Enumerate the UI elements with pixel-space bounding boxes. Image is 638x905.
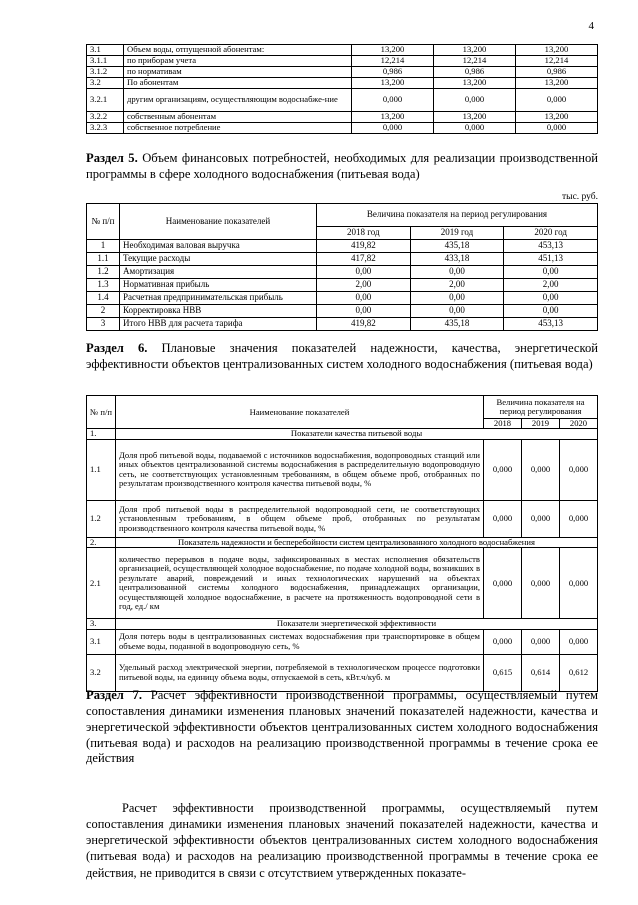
t3-year-2018: 2018 <box>484 419 522 429</box>
t3-s2-title: Показатель надежности и бесперебойности систем централизованного холодного водоснабжения <box>116 537 598 547</box>
t3-r21-name: количество перерывов в подаче воды, зафиксированных в местах исполнения обязательств организацией, осуществляющей холодное водоснабжение, по подаче холодной воды, возникших в результате аварий, повреждений и иных технологических нарушений на объектах централизованной системы холодного водоснабжения, принадлежащих организации, осуществляющей холодное водоснабжение, в расчете на протяженность водопроводной сети в год, ед./ км <box>116 548 484 619</box>
t3-s1-title: Показатели качества питьевой воды <box>116 429 598 439</box>
t2-v2020: 0,00 <box>504 305 598 318</box>
t1-num: 3.1.1 <box>87 56 124 67</box>
t1-name: собственным абонентам <box>124 112 352 123</box>
t3-r32-v2019: 0,614 <box>522 654 560 691</box>
t2-name: Необходимая валовая выручка <box>120 240 317 253</box>
t1-v2018: 12,214 <box>352 56 434 67</box>
table-row <box>87 305 598 318</box>
t2-v2018: 0,00 <box>317 266 411 279</box>
t3-r12-v2018: 0,000 <box>484 500 522 537</box>
t3-r11-v2018: 0,000 <box>484 439 522 500</box>
t1-v2020: 0,000 <box>516 89 598 112</box>
table-row <box>87 253 598 266</box>
t3-r32-v2020: 0,612 <box>560 654 598 691</box>
t1-v2020: 13,200 <box>516 112 598 123</box>
t3-s1-num: 1. <box>87 429 116 439</box>
t2-num: 2 <box>87 305 120 318</box>
t3-header-name: Наименование показателей <box>116 396 484 429</box>
table-row <box>87 56 598 67</box>
section6-heading <box>86 341 598 373</box>
t1-v2018: 13,200 <box>352 78 434 89</box>
t2-header-value: Величина показателя на период регулирования <box>317 204 598 227</box>
t3-r21-v2020: 0,000 <box>560 548 598 619</box>
t3-r31-v2018: 0,000 <box>484 629 522 654</box>
t2-year-2018: 2018 год <box>317 227 411 240</box>
t1-v2020: 13,200 <box>516 78 598 89</box>
t2-name: Нормативная прибыль <box>120 279 317 292</box>
section5-label: Раздел 5. <box>86 151 138 165</box>
section7-label: Раздел 7. <box>86 688 142 702</box>
t2-num: 1 <box>87 240 120 253</box>
t3-r12-v2020: 0,000 <box>560 500 598 537</box>
t3-r21-v2019: 0,000 <box>522 548 560 619</box>
t1-v2020: 0,000 <box>516 123 598 134</box>
t3-year-2019: 2019 <box>522 419 560 429</box>
t3-section-row <box>87 537 598 547</box>
t3-header-value: Величина показателя на период регулирования <box>484 396 598 419</box>
t3-r11-v2020: 0,000 <box>560 439 598 500</box>
t2-num: 1.4 <box>87 292 120 305</box>
t2-v2018: 419,82 <box>317 318 411 331</box>
table-row <box>87 439 598 500</box>
t3-r12-num: 1.2 <box>87 500 116 537</box>
t2-name: Расчетная предпринимательская прибыль <box>120 292 317 305</box>
t3-year-2020: 2020 <box>560 419 598 429</box>
t3-r31-v2020: 0,000 <box>560 629 598 654</box>
t2-v2019: 435,18 <box>410 240 504 253</box>
table-row <box>87 266 598 279</box>
t2-v2019: 433,18 <box>410 253 504 266</box>
t1-v2019: 0,000 <box>434 89 516 112</box>
t1-name: по нормативам <box>124 67 352 78</box>
t3-r31-v2019: 0,000 <box>522 629 560 654</box>
t1-v2018: 0,000 <box>352 89 434 112</box>
t1-v2019: 13,200 <box>434 112 516 123</box>
t2-name: Текущие расходы <box>120 253 317 266</box>
t2-v2019: 2,00 <box>410 279 504 292</box>
t2-v2018: 2,00 <box>317 279 411 292</box>
t3-r12-name: Доля проб питьевой воды в распределительной водопроводной сети, не соответствующих установленным требованиям, в общем объеме проб, отобранных по результатам производственного контроля качества питьевой воды, % <box>116 500 484 537</box>
t1-name: Объем воды, отпущенной абонентам: <box>124 45 352 56</box>
t1-name: по приборам учета <box>124 56 352 67</box>
table-row <box>87 123 598 134</box>
t2-v2018: 419,82 <box>317 240 411 253</box>
t1-num: 3.2.2 <box>87 112 124 123</box>
t2-v2020: 453,13 <box>504 240 598 253</box>
t2-num: 1.2 <box>87 266 120 279</box>
t1-v2019: 0,986 <box>434 67 516 78</box>
t2-num: 1.1 <box>87 253 120 266</box>
t2-v2019: 0,00 <box>410 266 504 279</box>
t2-v2020: 0,00 <box>504 292 598 305</box>
t3-r12-v2019: 0,000 <box>522 500 560 537</box>
t2-v2020: 0,00 <box>504 266 598 279</box>
t2-name: Корректировка НВВ <box>120 305 317 318</box>
t3-s3-num: 3. <box>87 619 116 629</box>
t1-v2020: 12,214 <box>516 56 598 67</box>
t3-r11-num: 1.1 <box>87 439 116 500</box>
t3-r32-num: 3.2 <box>87 654 116 691</box>
t1-v2019: 0,000 <box>434 123 516 134</box>
t2-v2020: 451,13 <box>504 253 598 266</box>
t1-num: 3.2.3 <box>87 123 124 134</box>
table-row <box>87 45 598 56</box>
section6-label: Раздел 6. <box>86 341 148 355</box>
t3-r21-v2018: 0,000 <box>484 548 522 619</box>
t1-name: По абонентам <box>124 78 352 89</box>
t3-r11-name: Доля проб питьевой воды, подаваемой с источников водоснабжения, водопроводных станций или иных объектов централизованной системы водоснабжения в распределительную водопроводную сеть, не соответствующих установленным требованиям, в общем объеме проб, отобранных по результатам производственного контроля качества питьевой воды, % <box>116 439 484 500</box>
table-row <box>87 240 598 253</box>
t1-v2018: 13,200 <box>352 45 434 56</box>
t2-year-2020: 2020 год <box>504 227 598 240</box>
t1-v2019: 13,200 <box>434 45 516 56</box>
section5-title: Объем финансовых потребностей, необходимых для реализации производственной программы в сфере холодного водоснабжения (питьевая вода) <box>86 151 598 181</box>
water-volume-table <box>86 44 598 134</box>
t2-header-name: Наименование показателей <box>120 204 317 240</box>
t1-name: собственное потребление <box>124 123 352 134</box>
table-row <box>87 67 598 78</box>
t2-v2020: 453,13 <box>504 318 598 331</box>
t2-year-2019: 2019 год <box>410 227 504 240</box>
t1-v2018: 13,200 <box>352 112 434 123</box>
t2-v2018: 417,82 <box>317 253 411 266</box>
t2-num: 1.3 <box>87 279 120 292</box>
t1-v2018: 0,986 <box>352 67 434 78</box>
t3-r21-num: 2.1 <box>87 548 116 619</box>
t1-num: 3.2 <box>87 78 124 89</box>
t1-name: другим организациям, осуществляющим водоснабже-ние <box>124 89 352 112</box>
t3-r32-name: Удельный расход электрической энергии, потребляемой в технологическом процессе подготовки питьевой воды, на единицу объема воды, отпускаемой в сеть, кВт.ч/куб. м <box>116 654 484 691</box>
section7-title: Расчет эффективности производственной программы, осуществляемый путем сопоставления динамики изменения плановых значений показателей надежности, качества и энергетической эффективности объектов централизованных систем холодного водоснабжения (питьевая вода) и расходов на реализацию производственной программы в течение срока ее действия <box>86 688 599 766</box>
table-row <box>87 629 598 654</box>
table-row <box>87 78 598 89</box>
t3-section-row <box>87 619 598 629</box>
section6-title: Плановые значения показателей надежности, качества, энергетической эффективности объектов централизованных систем холодного водоснабжения (питьевая вода) <box>86 341 598 371</box>
t3-r32-v2018: 0,615 <box>484 654 522 691</box>
t1-v2019: 13,200 <box>434 78 516 89</box>
units-label: тыс. руб. <box>562 192 598 202</box>
t2-v2018: 0,00 <box>317 305 411 318</box>
table-row <box>87 318 598 331</box>
t1-v2020: 13,200 <box>516 45 598 56</box>
t3-header-num: № п/п <box>87 396 116 429</box>
t1-num: 3.1 <box>87 45 124 56</box>
t2-name: Итого НВВ для расчета тарифа <box>120 318 317 331</box>
t3-section-row <box>87 429 598 439</box>
section5-heading <box>86 151 598 183</box>
t1-v2019: 12,214 <box>434 56 516 67</box>
section7-paragraph: Расчет эффективности производственной программы, осуществляемый путем сопоставления динамики изменения плановых значений показателей надежности, качества и энергетической эффективности объектов централизованных систем холодного водоснабжения (питьевая вода) и расходов на реализацию производственной программы в течение срока ее действия, не приводится в связи с отсутствием утвержденных показате- <box>86 801 598 880</box>
t3-r11-v2019: 0,000 <box>522 439 560 500</box>
t3-r31-name: Доля потерь воды в централизованных системах водоснабжения при транспортировке в общем объеме воды, поданной в водопроводную сеть, % <box>116 629 484 654</box>
t1-v2020: 0,986 <box>516 67 598 78</box>
t2-v2019: 0,00 <box>410 292 504 305</box>
t2-v2020: 2,00 <box>504 279 598 292</box>
table-row <box>87 279 598 292</box>
t1-num: 3.1.2 <box>87 67 124 78</box>
table-row <box>87 292 598 305</box>
t3-s3-title: Показатели энергетической эффективности <box>116 619 598 629</box>
t3-r31-num: 3.1 <box>87 629 116 654</box>
table-row <box>87 500 598 537</box>
financial-needs-table <box>86 203 598 331</box>
page-number: 4 <box>588 20 594 32</box>
reliability-quality-table <box>86 395 598 692</box>
t1-num: 3.2.1 <box>87 89 124 112</box>
table-row <box>87 89 598 112</box>
section7-heading <box>86 688 598 767</box>
t2-num: 3 <box>87 318 120 331</box>
t2-name: Амортизация <box>120 266 317 279</box>
t2-v2019: 435,18 <box>410 318 504 331</box>
table-row <box>87 548 598 619</box>
table-row <box>87 112 598 123</box>
table-row <box>87 654 598 691</box>
t2-header-num: № п/п <box>87 204 120 240</box>
t2-v2019: 0,00 <box>410 305 504 318</box>
t1-v2018: 0,000 <box>352 123 434 134</box>
t3-s2-num: 2. <box>87 537 116 547</box>
t2-v2018: 0,00 <box>317 292 411 305</box>
